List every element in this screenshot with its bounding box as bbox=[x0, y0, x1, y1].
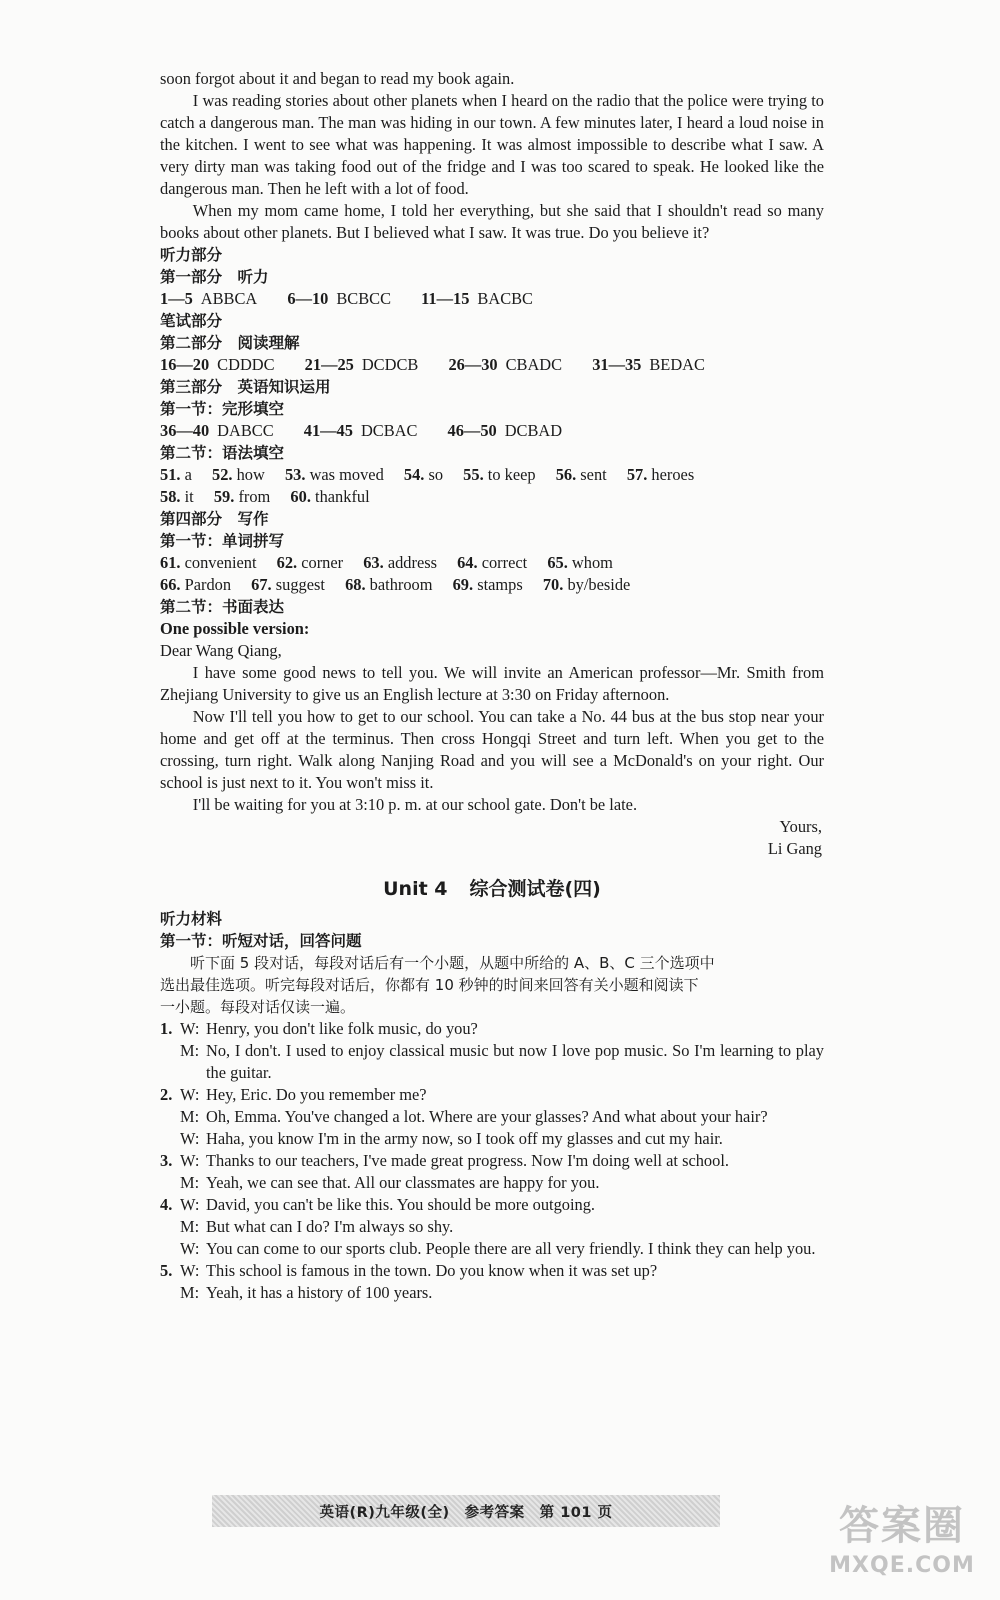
utterance: You can come to our sports club. People there are all very friendly. I think they can help you. bbox=[206, 1239, 816, 1258]
answer-letters: ABBCA bbox=[200, 289, 258, 308]
heading-part3: 第三部分 英语知识运用 bbox=[160, 378, 331, 396]
possible-version-label: One possible version: bbox=[160, 619, 310, 638]
speaker: W: bbox=[180, 1085, 200, 1104]
item-number: 57. bbox=[626, 465, 648, 484]
answer-range: 41—45 bbox=[303, 421, 353, 440]
item-answer: to keep bbox=[487, 465, 536, 484]
dialogue-3 bbox=[160, 1150, 824, 1194]
dialogue-number: 1. bbox=[160, 1019, 173, 1038]
grammar-answers-row-2 bbox=[160, 486, 824, 508]
speaker: M: bbox=[180, 1041, 200, 1060]
item-number: 66. bbox=[160, 575, 181, 594]
speaker: M: bbox=[180, 1107, 200, 1126]
spelling-answers-row-1 bbox=[160, 552, 824, 574]
heading-listening: 听力部分 bbox=[160, 246, 223, 264]
item-answer: Pardon bbox=[184, 575, 232, 594]
item-number: 67. bbox=[251, 575, 272, 594]
answer-range: 36—40 bbox=[160, 421, 210, 440]
answer-range: 46—50 bbox=[447, 421, 497, 440]
utterance: Yeah, it has a history of 100 years. bbox=[206, 1283, 433, 1302]
utterance: Oh, Emma. You've changed a lot. Where are your glasses? And what about your hair? bbox=[206, 1107, 768, 1126]
story-paragraph-3: When my mom came home, I told her everything, but she said that I shouldn't read so many books about other planets. But I believed what I saw. It was true. Do you believe it? bbox=[160, 201, 824, 242]
instructions bbox=[160, 952, 824, 1018]
item-answer: thankful bbox=[315, 487, 370, 506]
dialogue-line bbox=[160, 1106, 824, 1128]
utterance: Henry, you don't like folk music, do you? bbox=[206, 1019, 478, 1038]
item-number: 61. bbox=[160, 553, 181, 572]
heading-writing: 第二节：书面表达 bbox=[160, 598, 285, 616]
item-answer: sent bbox=[580, 465, 607, 484]
dialogue-number: 3. bbox=[160, 1151, 173, 1170]
answer-letters: CBADC bbox=[505, 355, 563, 374]
heading-cloze: 第一节：完形填空 bbox=[160, 400, 285, 418]
answer-letters: BEDAC bbox=[649, 355, 705, 374]
item-number: 63. bbox=[363, 553, 384, 572]
answer-range: 6—10 bbox=[287, 289, 329, 308]
utterance: But what can I do? I'm always so shy. bbox=[206, 1217, 454, 1236]
dialogue-line bbox=[160, 1282, 824, 1304]
answer-letters: DCBAD bbox=[504, 421, 563, 440]
item-answer: so bbox=[428, 465, 444, 484]
utterance: Thanks to our teachers, I've made great progress. Now I'm doing well at school. bbox=[206, 1151, 729, 1170]
item-number: 56. bbox=[555, 465, 577, 484]
answer-range: 31—35 bbox=[592, 355, 642, 374]
letter-paragraph-2: Now I'll tell you how to get to our school. You can take a No. 44 bus at the bus stop near your home and get off at the terminus. Then cross Hongqi Street and turn left. When you get to the crossing, turn right. Walk along Nanjing Road and you will see a McDonald's on your right. Our school is just next to it. You won't miss it. bbox=[160, 707, 824, 792]
speaker: M: bbox=[180, 1283, 200, 1302]
speaker: W: bbox=[180, 1019, 200, 1038]
story-paragraph-2: I was reading stories about other planets when I heard on the radio that the police were trying to catch a dangerous man. The man was hiding in our town. A few minutes later, I heard a loud noise in the kitchen. I went to see what was happening. It was almost impossible to describe what I saw. A very dirty man was taking food out of the fridge and I was too scared to speak. He looked like the dangerous man. Then he left with a lot of food. bbox=[160, 91, 824, 198]
item-number: 60. bbox=[290, 487, 311, 506]
item-answer: stamps bbox=[477, 575, 523, 594]
heading-grammar: 第二节：语法填空 bbox=[160, 444, 285, 462]
dialogue-line bbox=[160, 1128, 824, 1150]
dialogue-1 bbox=[160, 1018, 824, 1084]
page-footer bbox=[212, 1495, 720, 1527]
utterance: Yeah, we can see that. All our classmates are happy for you. bbox=[206, 1173, 600, 1192]
heading-spelling: 第一节：单词拼写 bbox=[160, 532, 285, 550]
letter-paragraph-1: I have some good news to tell you. We will invite an American professor—Mr. Smith from Zhejiang University to give us an English lecture at 3:30 on Friday afternoon. bbox=[160, 663, 824, 704]
speaker: W: bbox=[180, 1195, 200, 1214]
dialogue-5 bbox=[160, 1260, 824, 1304]
item-number: 52. bbox=[212, 465, 233, 484]
item-answer: was moved bbox=[309, 465, 384, 484]
story-paragraph-1: soon forgot about it and began to read my book again. bbox=[160, 69, 515, 88]
heading-listening-material: 听力材料 bbox=[160, 910, 223, 928]
instruction-line: 选出最佳选项。听完每段对话后，你都有 10 秒钟的时间来回答有关小题和阅读下 bbox=[160, 976, 699, 994]
utterance: This school is famous in the town. Do you know when it was set up? bbox=[206, 1261, 658, 1280]
unit-title-unit: Unit 4 bbox=[383, 878, 448, 900]
speaker: W: bbox=[180, 1129, 200, 1148]
dialogue-line bbox=[160, 1238, 824, 1260]
dialogue-line bbox=[160, 1150, 824, 1172]
heading-part4: 第四部分 写作 bbox=[160, 510, 269, 528]
item-number: 70. bbox=[542, 575, 564, 594]
item-number: 54. bbox=[403, 465, 425, 484]
spelling-answers-row-2 bbox=[160, 574, 824, 596]
utterance: Hey, Eric. Do you remember me? bbox=[206, 1085, 427, 1104]
utterance: No, I don't. I used to enjoy classical music but now I love pop music. So I'm learning to play the guitar. bbox=[206, 1041, 824, 1082]
answer-range: 21—25 bbox=[304, 355, 354, 374]
letter-signature: Li Gang bbox=[767, 839, 822, 858]
speaker: W: bbox=[180, 1239, 200, 1258]
dialogue-line bbox=[160, 1040, 824, 1084]
item-answer: convenient bbox=[184, 553, 257, 572]
item-answer: correct bbox=[481, 553, 528, 572]
speaker: W: bbox=[180, 1151, 200, 1170]
dialogue-4 bbox=[160, 1194, 824, 1260]
heading-part2: 第二部分 阅读理解 bbox=[160, 334, 300, 352]
letter-greeting: Dear Wang Qiang, bbox=[160, 641, 282, 660]
answer-letters: DABCC bbox=[217, 421, 274, 440]
dialogue-line bbox=[160, 1084, 824, 1106]
item-answer: bathroom bbox=[369, 575, 433, 594]
dialogue-line bbox=[160, 1018, 824, 1040]
item-answer: corner bbox=[301, 553, 344, 572]
answer-letters: DCDCB bbox=[361, 355, 419, 374]
item-number: 59. bbox=[213, 487, 235, 506]
item-number: 55. bbox=[463, 465, 484, 484]
dialogue-number: 5. bbox=[160, 1261, 173, 1280]
letter-closing: Yours, bbox=[779, 817, 822, 836]
watermark-logo bbox=[816, 1500, 988, 1592]
dialogue-line bbox=[160, 1260, 824, 1282]
item-number: 65. bbox=[547, 553, 568, 572]
answer-range: 11—15 bbox=[421, 289, 470, 308]
reading-answers bbox=[160, 354, 824, 376]
answer-letters: BCBCC bbox=[336, 289, 392, 308]
heading-written: 笔试部分 bbox=[160, 312, 223, 330]
heading-section-1: 第一节：听短对话，回答问题 bbox=[160, 932, 362, 950]
dialogue-line bbox=[160, 1194, 824, 1216]
answer-range: 1—5 bbox=[160, 289, 193, 308]
instruction-line: 一小题。每段对话仅读一遍。 bbox=[160, 998, 356, 1016]
dialogue-number: 4. bbox=[160, 1195, 173, 1214]
utterance: David, you can't be like this. You should be more outgoing. bbox=[206, 1195, 596, 1214]
grammar-answers-row-1 bbox=[160, 464, 824, 486]
unit-title-test: 综合测试卷(四) bbox=[469, 878, 601, 900]
item-answer: from bbox=[238, 487, 271, 506]
item-answer: address bbox=[387, 553, 437, 572]
dialogue-line bbox=[160, 1172, 824, 1194]
answer-letters: CDDDC bbox=[217, 355, 275, 374]
item-number: 69. bbox=[452, 575, 474, 594]
item-answer: a bbox=[184, 465, 192, 484]
item-number: 62. bbox=[276, 553, 298, 572]
dialogue-2 bbox=[160, 1084, 824, 1150]
item-answer: by/beside bbox=[567, 575, 631, 594]
page-content bbox=[160, 68, 824, 1304]
item-number: 51. bbox=[160, 465, 181, 484]
answer-letters: DCBAC bbox=[360, 421, 418, 440]
item-number: 68. bbox=[345, 575, 366, 594]
answer-range: 26—30 bbox=[448, 355, 498, 374]
item-number: 58. bbox=[160, 487, 181, 506]
item-answer: suggest bbox=[275, 575, 325, 594]
answer-letters: BACBC bbox=[477, 289, 533, 308]
item-answer: heroes bbox=[651, 465, 695, 484]
item-number: 53. bbox=[284, 465, 306, 484]
watermark-text: 答案圈 bbox=[839, 1503, 965, 1549]
unit-title bbox=[160, 876, 824, 902]
speaker: M: bbox=[180, 1173, 200, 1192]
answer-range: 16—20 bbox=[160, 355, 210, 374]
heading-part1: 第一部分 听力 bbox=[160, 268, 269, 286]
item-answer: whom bbox=[571, 553, 613, 572]
speaker: W: bbox=[180, 1261, 200, 1280]
listening-answers bbox=[160, 288, 824, 310]
item-number: 64. bbox=[457, 553, 478, 572]
cloze-answers bbox=[160, 420, 824, 442]
instruction-line: 听下面 5 段对话，每段对话后有一个小题，从题中所给的 A、B、C 三个选项中 bbox=[190, 954, 715, 972]
item-answer: it bbox=[184, 487, 194, 506]
dialogue-line bbox=[160, 1216, 824, 1238]
watermark-url: MXQE.COM bbox=[829, 1553, 975, 1578]
speaker: M: bbox=[180, 1217, 200, 1236]
dialogue-number: 2. bbox=[160, 1085, 173, 1104]
letter-paragraph-3: I'll be waiting for you at 3:10 p. m. at our school gate. Don't be late. bbox=[192, 795, 638, 814]
utterance: Haha, you know I'm in the army now, so I took off my glasses and cut my hair. bbox=[206, 1129, 723, 1148]
footer-text: 英语(R)九年级(全) 参考答案 第 101 页 bbox=[319, 1504, 613, 1521]
item-answer: how bbox=[236, 465, 265, 484]
